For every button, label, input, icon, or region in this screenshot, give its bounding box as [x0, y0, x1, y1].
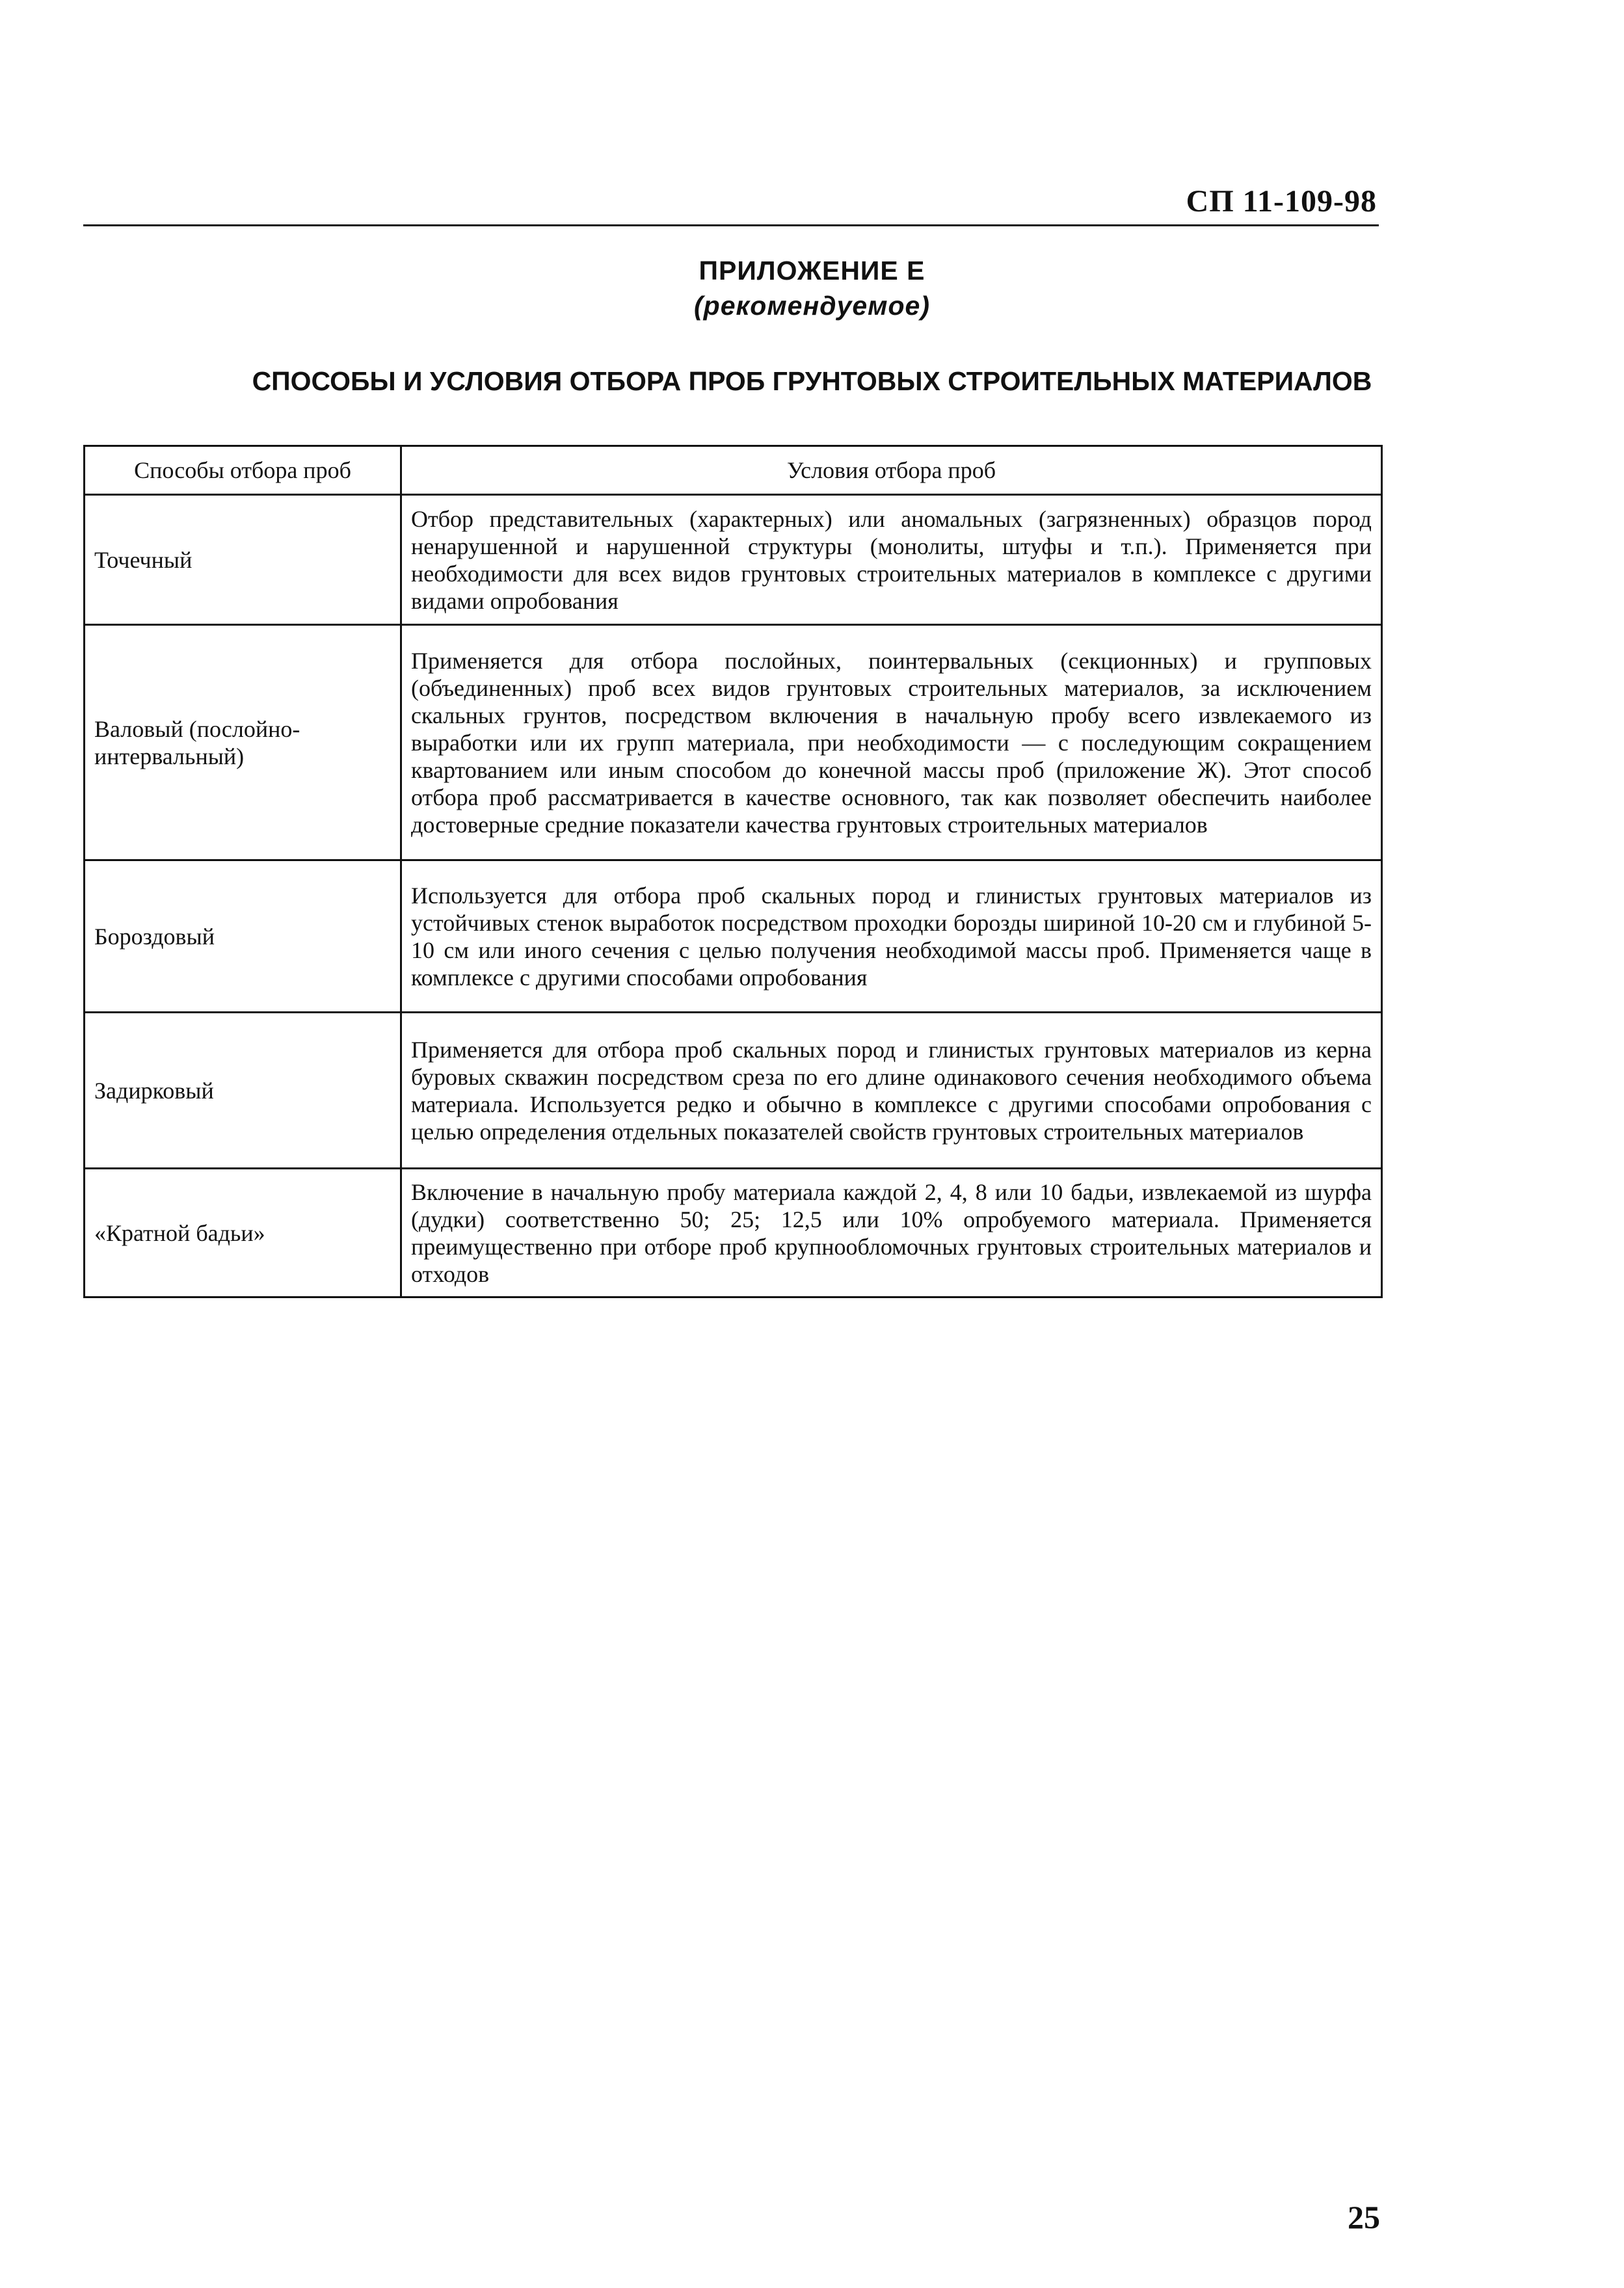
method-cell: «Кратной бадьи»	[85, 1169, 401, 1297]
method-cell: Валовый (послойно-интервальный)	[85, 625, 401, 860]
condition-cell: Включение в начальную пробу материала каждой 2, 4, 8 или 10 бадьи, извлекаемой из шурфа (дудки) соответственно 50; 25; 12,5 или 10% опробуемого материала. Применяется преимущественно при отборе проб крупнообломочных грунтовых строительных материалов и отходов	[401, 1169, 1382, 1297]
sampling-methods-table	[83, 445, 1383, 1298]
method-cell: Задирковый	[85, 1013, 401, 1169]
condition-cell: Используется для отбора проб скальных пород и глинистых грунтовых материалов из устойчивых стенок выработок посредством проходки борозды шириной 10-20 см и глубиной 5-10 см или иного сечения с целью получения необходимой массы проб. Применяется чаще в комплексе с другими способами опробования	[401, 860, 1382, 1013]
table-row	[85, 860, 1382, 1013]
table-row	[85, 625, 1382, 860]
condition-cell: Применяется для отбора проб скальных пород и глинистых грунтовых материалов из керна буровых скважин посредством среза по его длине одинакового сечения необходимого объема материала. Используется редко и обычно в комплексе с другими способами опробования с целью определения отдельных показателей свойств грунтовых строительных материалов	[401, 1013, 1382, 1169]
condition-cell: Применяется для отбора послойных, поинтервальных (секционных) и групповых (объединенных) проб всех видов грунтовых строительных материалов, за исключением скальных грунтов, посредством включения в начальную пробу всего извлекаемого из выработки или их групп материала, при необходимости — с последующим сокращением квартованием или иным способом до конечной массы проб (приложение Ж). Этот способ отбора проб рассматривается в качестве основного, так как позволяет обеспечить наиболее достоверные средние показатели качества грунтовых строительных материалов	[401, 625, 1382, 860]
table-row	[85, 495, 1382, 625]
column-header-method: Способы отбора проб	[85, 446, 401, 495]
appendix-subtitle: (рекомендуемое)	[694, 291, 930, 321]
table-header-row	[85, 446, 1382, 495]
condition-cell: Отбор представительных (характерных) или аномальных (загрязненных) образцов пород ненарушенной и нарушенной структуры (монолиты, штуфы и т.п.). Применяется при необходимости для всех видов грунтовых строительных материалов в комплексе с другими видами опробования	[401, 495, 1382, 625]
page-number: 25	[1348, 2199, 1380, 2235]
appendix-title: ПРИЛОЖЕНИЕ Е	[699, 256, 925, 286]
method-cell: Точечный	[85, 495, 401, 625]
method-cell: Бороздовый	[85, 860, 401, 1013]
column-header-condition: Условия отбора проб	[401, 446, 1382, 495]
header-divider	[83, 224, 1379, 226]
table-row	[85, 1013, 1382, 1169]
document-code: СП 11-109-98	[1186, 184, 1377, 219]
page-title: СПОСОБЫ И УСЛОВИЯ ОТБОРА ПРОБ ГРУНТОВЫХ СТРОИТЕЛЬНЫХ МАТЕРИАЛОВ	[252, 366, 1372, 396]
table-row	[85, 1169, 1382, 1297]
